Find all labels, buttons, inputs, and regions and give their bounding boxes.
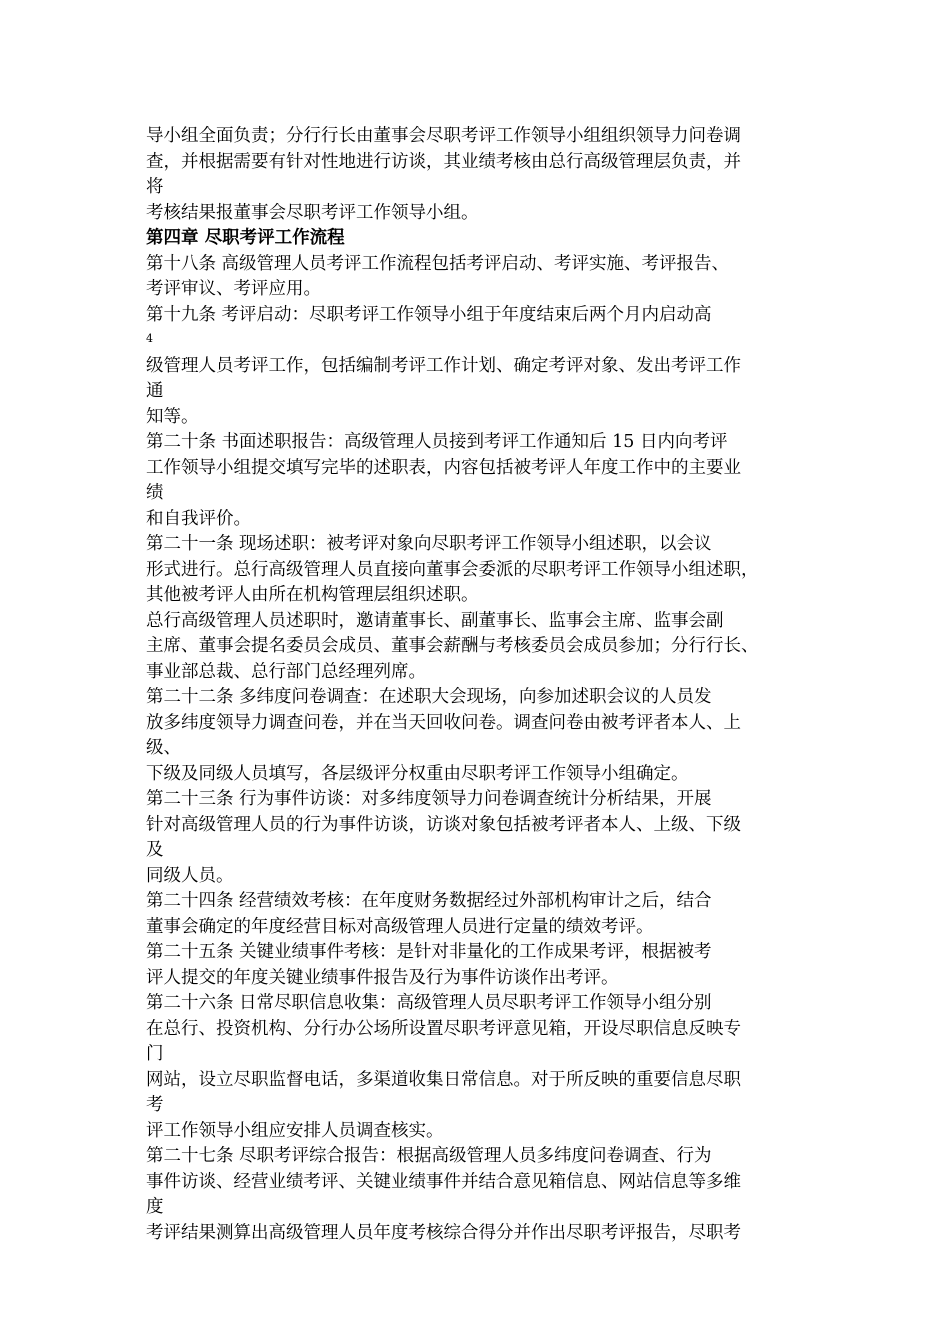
text-line: 绩 bbox=[146, 483, 164, 503]
text-line: 度 bbox=[146, 1197, 164, 1217]
text-line: 和自我评价。 bbox=[146, 508, 251, 529]
text-line: 级管理人员考评工作，包括编制考评工作计划、确定考评对象、发出考评工作 bbox=[146, 355, 741, 376]
text-line: 在总行、投资机构、分行办公场所设置尽职考评意见箱，开设尽职信息反映专 bbox=[146, 1018, 741, 1039]
text-line: 其他被考评人由所在机构管理层组织述职。 bbox=[146, 585, 479, 605]
text-line: 第十八条 高级管理人员考评工作流程包括考评启动、考评实施、考评报告、 bbox=[146, 253, 730, 274]
text-line: 总行高级管理人员述职时，邀请董事长、副董事长、监事会主席、监事会副 bbox=[146, 610, 724, 631]
text-line: 同级人员。 bbox=[146, 865, 234, 886]
text-line: 考评审议、考评应用。 bbox=[146, 279, 321, 299]
text-line: 主席、董事会提名委员会成员、董事会薪酬与考核委员会成员参加；分行行长、 bbox=[146, 636, 759, 656]
text-line: 将 bbox=[146, 177, 164, 197]
text-line: 第二十七条 尽职考评综合报告：根据高级管理人员多纬度问卷调查、行为 bbox=[146, 1146, 712, 1166]
text-line: 通 bbox=[146, 381, 164, 401]
text-line: 评人提交的年度关键业绩事件报告及行为事件访谈作出考评。 bbox=[146, 967, 619, 988]
text-line: 形式进行。总行高级管理人员直接向董事会委派的尽职考评工作领导小组述职， bbox=[146, 559, 759, 580]
text-line: 考评结果测算出高级管理人员年度考核综合得分并作出尽职考评报告，尽职考 bbox=[146, 1222, 741, 1243]
text-line: 工作领导小组提交填写完毕的述职表，内容包括被考评人年度工作中的主要业 bbox=[146, 457, 741, 478]
text-line: 第二十四条 经营绩效考核：在年度财务数据经过外部机构审计之后，结合 bbox=[146, 891, 712, 911]
text-line: 针对高级管理人员的行为事件访谈，访谈对象包括被考评者本人、上级、下级 bbox=[146, 814, 741, 835]
text-line: 考 bbox=[146, 1095, 164, 1115]
text-line: 第十九条 考评启动：尽职考评工作领导小组于年度结束后两个月内启动高 bbox=[146, 304, 712, 325]
text-line: 级、 bbox=[146, 738, 181, 758]
text-line: 查，并根据需要有针对性地进行访谈，其业绩考核由总行高级管理层负责，并 bbox=[146, 151, 741, 172]
text-line: 知等。 bbox=[146, 406, 199, 427]
text-line: 董事会确定的年度经营目标对高级管理人员进行定量的绩效考评。 bbox=[146, 916, 654, 937]
text-line: 网站，设立尽职监督电话，多渠道收集日常信息。对于所反映的重要信息尽职 bbox=[146, 1069, 741, 1090]
text-line: 事件访谈、经营业绩考评、关键业绩事件并结合意见箱信息、网站信息等多维 bbox=[146, 1171, 741, 1192]
text-line: 导小组全面负责；分行行长由董事会尽职考评工作领导小组组织领导力问卷调 bbox=[146, 126, 741, 146]
text-line: 第二十三条 行为事件访谈：对多纬度领导力问卷调查统计分析结果，开展 bbox=[146, 789, 712, 809]
text-line: 考核结果报董事会尽职考评工作领导小组。 bbox=[146, 202, 479, 223]
text-line: 第二十六条 日常尽职信息收集：高级管理人员尽职考评工作领导小组分别 bbox=[146, 993, 712, 1013]
text-line: 门 bbox=[146, 1044, 164, 1064]
text-line: 第二十一条 现场述职：被考评对象向尽职考评工作领导小组述职，以会议 bbox=[146, 534, 712, 554]
chapter-heading: 第四章 尽职考评工作流程 bbox=[146, 228, 345, 248]
text-line: 放多纬度领导力调查问卷，并在当天回收问卷。调查问卷由被考评者本人、上 bbox=[146, 712, 741, 733]
text-line: 第二十五条 关键业绩事件考核：是针对非量化的工作成果考评，根据被考 bbox=[146, 942, 712, 962]
text-line: 事业部总裁、总行部门总经理列席。 bbox=[146, 661, 426, 682]
text-line: 及 bbox=[146, 840, 164, 860]
document-body bbox=[146, 124, 818, 1246]
page-number: 4 bbox=[146, 332, 153, 345]
text-line: 评工作领导小组应安排人员调查核实。 bbox=[146, 1120, 444, 1141]
text-line: 第二十条 书面述职报告：高级管理人员接到考评工作通知后 15 日内向考评 bbox=[146, 432, 728, 452]
text-line: 第二十二条 多纬度问卷调查：在述职大会现场，向参加述职会议的人员发 bbox=[146, 687, 712, 707]
text-line: 下级及同级人员填写，各层级评分权重由尽职考评工作领导小组确定。 bbox=[146, 763, 689, 784]
